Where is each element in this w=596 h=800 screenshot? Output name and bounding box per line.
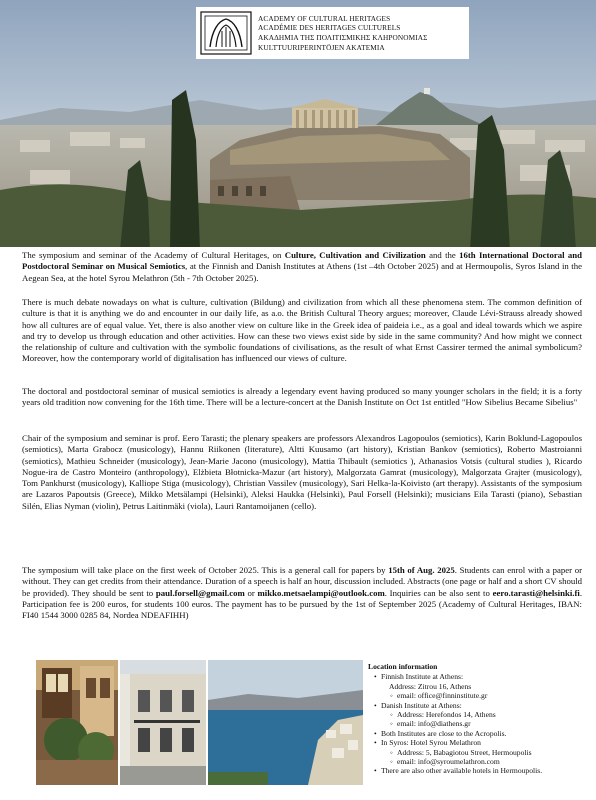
- syros-address: ◦ Address: 5, Babagiotou Street, Hermoupolis: [391, 748, 583, 757]
- call-text-5: . Participation fee is 200 euros, for students 100 euros. The payment has to be pursued by the 1st of September 2025 (Academy of Cultural Heritages, IBAN: FI40 1544 3000 0285 84, Nordea NDEAFIHH): [22, 587, 582, 620]
- seminar-text: The doctoral and postdoctoral seminar of musical semiotics is already a legendary event having produced so many younger scholars in the field; it is a forty years old tradition now convening for the 16th time. There will be a lecture-concert at the Danish Institute on Oct 1st entitled "How Sibelius Became Sibelius": [22, 386, 582, 408]
- deadline: 15th of Aug. 2025: [388, 565, 455, 575]
- danish-address: ◦ Address: Herefondos 14, Athens: [391, 710, 583, 719]
- academy-logo-header: [196, 7, 469, 59]
- debate-text: There is much debate nowadays on what is culture, cultivation (Bildung) and civilization from which all these phenomena stem. The common definition of culture is that it is anything we do and encounter in our daily life, as a.o. the British Cultural Theory argues; moreover, Claude Lévi-Strauss already showed how all cultures are of equal value. Yet, there is also another view on culture like in the Greek idea of paideia i.e., as a goal and ideal towards which we aspire and try to develop us through education and other activities. How can these two views exist side by side in the same community? And how might we connect the relationship of culture and cultivation with the symbolic foundations of civilisations, as the result of what Ernst Cassirer termed the animal symbolicum? Moreover, how the contemporary world of digitalisation has influenced our views of culture.: [22, 297, 582, 364]
- finnish-address: Address: Zitrou 16, Athens: [389, 681, 472, 691]
- email-metsaelampi[interactable]: mikko.metsaelampi@outlook.com: [257, 587, 385, 598]
- intro-text-3: , at the Finnish and Danish Institutes at Athens (1st –4th October 2025) and at Hermoupolis, Syros Island in the Aegean Sea, at the hotel Syrou Melathron (5th - 7th October 2025).: [22, 261, 582, 283]
- seminar-paragraph: [22, 386, 582, 409]
- intro-paragraph: [22, 250, 582, 284]
- location-info: [368, 662, 583, 776]
- intro-text-1: The symposium and seminar of the Academy of Cultural Heritages, on: [22, 250, 285, 260]
- venue-photos: [36, 660, 363, 785]
- chair-text: Chair of the symposium and seminar is prof. Eero Tarasti; the plenary speakers are professors Alexandros Lagopoulos (semiotics), Karin Boklund-Lagopoulos (semiotics), Marta Grabocz (musicology), Hannu Riikonen (literature), Altti Kuusamo (art history), Kristian Bankov (semiotics), Roberto Mastroianni (semiotics), Mathieu Schneider (musicology), Jean-Marie Jacono (musicology), Mattia Thibault (semiotics ), Athanasios Votsis (cultural studies ), Ricardo Nogue-ira de Castro Monteiro (anthropology), Elżbieta Błotnicka-Mazur (art history), Malgorzata Gamrat (musicology), Malgorzata Grajter (musicology), Tom Pankhurst (musicology), Kalliope Stiga (musicology), Christian Vassilev (musicology), Sari Helka-la-Koivisto (art therapy). Assistants of the symposium are Lazaros Papoutsis (Greece), Mikko Metsälampi (Helsinki), Aleksi Haukka (Helsinki), Paul Forsell (Helsinki); musicians Eila Tarasti (piano), Sebastian Silén, Elias Nyman (violin), Petrus Laitinmäki (viola), Lauri Rantamoijanen (cello).: [22, 433, 582, 511]
- danish-email[interactable]: ◦ email: info@diathens.gr: [391, 719, 583, 728]
- danish-institute-photo: [120, 660, 206, 785]
- syros-hotel-label: In Syros: Hotel Syrou Melathron: [381, 738, 481, 748]
- call-text-4: . Inquiries can be also sent to: [384, 587, 493, 598]
- email-tarasti[interactable]: eero.tarasti@helsinki.fi: [492, 587, 580, 598]
- institute-courtyard-photo: [36, 660, 118, 785]
- finnish-institute-label: Finnish Institute at Athens:: [381, 672, 464, 682]
- location-list: [368, 672, 583, 775]
- call-text-3: or: [244, 587, 258, 598]
- academy-name-fi: KULTTUURIPERINTÖJEN AKATEMIA: [258, 42, 385, 52]
- chair-paragraph: [22, 433, 582, 512]
- seminar-title: 16th International Doctoral and Postdoctoral Seminar on Musical Semiotics: [22, 250, 582, 272]
- location-title: Location information: [368, 662, 438, 671]
- syros-harbour-photo: [208, 660, 363, 785]
- academy-name-fr: ACADÉMIE DES HERITAGES CULTURELS: [258, 23, 401, 33]
- email-forsell[interactable]: paul.forsell@gmail.com: [155, 587, 245, 598]
- list-item: [375, 701, 583, 729]
- academy-emblem-icon: [200, 11, 252, 55]
- symposium-title: Culture, Cultivation and Civilization: [284, 250, 426, 260]
- call-paragraph: [22, 565, 582, 621]
- danish-institute-label: Danish Institute at Athens:: [381, 700, 462, 710]
- intro-text-2: and the: [425, 250, 460, 260]
- academy-name-gr: ΑΚΑΔΗΜΙΑ ΤΗΣ ΠΟΛΙΤΙΣΜΙΚΗΣ ΚΛΗΡΟΝΟΜΙΑΣ: [258, 33, 428, 42]
- both-institutes-note: • Both Institutes are close to the Acropolis.: [375, 729, 583, 738]
- list-item: [375, 672, 583, 700]
- debate-paragraph: [22, 297, 582, 365]
- other-hotels-note: • There are also other available hotels in Hermoupolis.: [375, 766, 583, 775]
- academy-name: [258, 14, 427, 52]
- syros-email[interactable]: ◦ email: info@syroumelathron.com: [391, 757, 583, 766]
- call-text-2: . Students can enrol with a paper or without. They can get credits from their attendance. Duration of a speech is half an hour, discussion included. Abstracts (one page or half and a short CV should be provided). They should be sent to: [22, 565, 582, 598]
- academy-name-en: ACADEMY OF CULTURAL HERITAGES: [258, 13, 391, 23]
- finnish-email[interactable]: ◦ email: office@finninstitute.gr: [391, 691, 583, 700]
- call-text-1: The symposium will take place on the first week of October 2025. This is a general call for papers by: [22, 565, 389, 575]
- list-item: [375, 738, 583, 766]
